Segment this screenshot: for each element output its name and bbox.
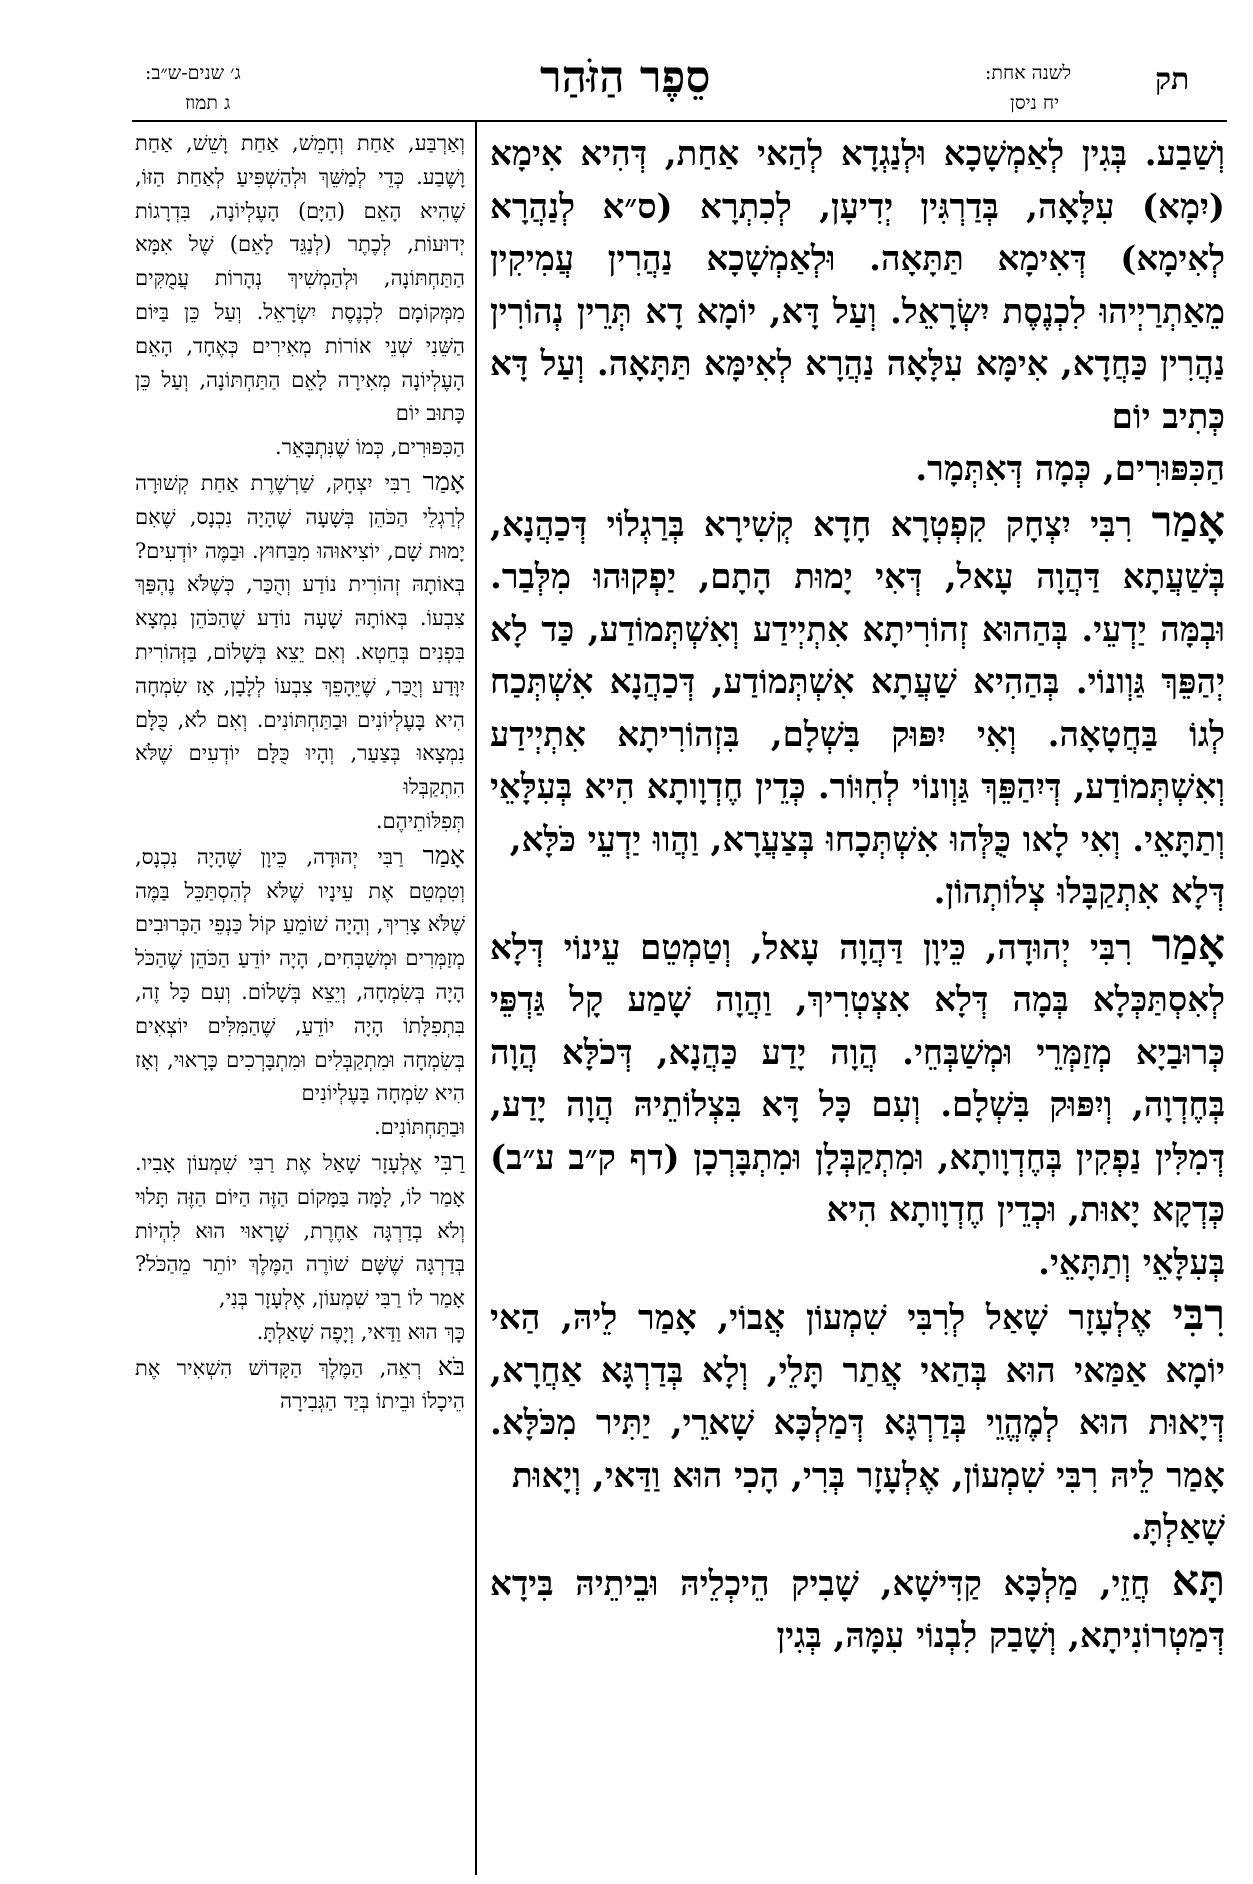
book-title: סֵפֶר הַזֹּהַר (540, 52, 711, 103)
header-right-bottom: יח ניסן (1010, 92, 1060, 114)
side-paragraph (135, 1350, 465, 1420)
main-paragraph (490, 125, 1225, 496)
paragraph-text: רַבִּי יְהוּדָה, כֵּיוָן שֶׁהָיָה נִכְנָס, וְטִמְטֵם אֶת עֵינָיו שֶׁלֹּא לְהִסְתַּכֵּל בַּמֶּה שֶׁלֹּא צָרִיךְ, וְהָיָה שׁוֹמֵעַ קוֹל כַּנְפֵי הַכְּרוּבִים מְזַמְּרִים וּמְשַׁבְּחִים, הָיָה יוֹדֵעַ הַכֹּהֵן שֶׁהַכֹּל הָיָה בְּשִׂמְחָה, וְיֵצֵא בְּשָׁלוֹם. וְעִם כָּל זֶה, בִּתְפִלָּתוֹ הָיָה יוֹדֵעַ, שֶׁהַמִּלִּים יוֹצְאִים בְּשִׂמְחָה וּמִתְקַבְּלִים וּמִתְבָּרְכִים כָּרָאוּי, וְאָז הִיא שִׂמְחָה בָּעֶלְיוֹנִים (135, 844, 465, 1106)
main-paragraph (490, 1555, 1225, 1663)
paragraph-last-line: הַכִּפּוּרִים, כְּמָה דְּאִתְּמָר. (915, 449, 1225, 489)
paragraph-last-line: כָּךְ הוּא וַדַּאי, וְיָפֶה שָׁאַלְתָּ. (256, 1319, 465, 1344)
main-paragraph (490, 1289, 1225, 1555)
paragraph-last-line: תְּפִלּוֹתֵיהֶם. (375, 808, 465, 833)
paragraph-text: חֲזֵי, מַלְכָּא קַדִּישָׁא, שָׁבִיק הֵיכְלֵיהּ וּבֵיתֵיהּ בִּידָא דְּמַטְרוֹנִיתָא, וְשָׁבַק לִבְנוֹי עִמָּהּ, בְּגִין (490, 1563, 1225, 1656)
paragraph-text: רִבִּי יְהוּדָה, כֵּיוָן דַּהֲוָה עָאל, וְטַמְטֵם עֵינוֹי דְּלָא לְאִסְתַּכְּלָא בְּמָה דְּלָא אִצְטְרִיךְ, וַהֲוָה שָׁמַע קָל גַּדְפֵּי כְּרוּבַיָא מְזַמְּרֵי וּמְשַׁבְּחֵי. הֲוָה יָדַע כַּהֲנָא, דְּכֹלָּא הֲוָה בְּחֶדְוָה, וְיִפּוּק בִּשְׁלָם. וְעִם כָּל דָּא בִּצְלוֹתֵיהּ הֲוָה יָדַע, דְּמִלִּין נַפְקִין בְּחֶדְוָותָא, וּמִתְקַבְּלָן וּמִתְבָּרְכָן (דף ק״ב ע״ב) כְּדְקָא יָאוּת, וּכְדֵין חֶדְוָותָא הִיא (490, 927, 1225, 1230)
paragraph-opener: רַבִּי (433, 1146, 465, 1176)
paragraph-last-line: הַכִּפּוּרִים, כְּמוֹ שֶׁנִּתְבָּאֵר. (275, 435, 465, 460)
paragraph-opener: אָמַר (422, 840, 465, 870)
side-paragraph (135, 465, 465, 839)
paragraph-text: רַבִּי יִצְחָק, שַׁרְשֶׁרֶת אַחַת קְשׁוּרָה לְרַגְלֵי הַכֹּהֵן בְּשָׁעָה שֶׁהָיָה נִכְנָס, שֶׁאִם יָמוּת שָׁם, יוֹצִיאוּהוּ מִבַּחוּץ. וּבַמֶּה יוֹדְעִים? בְּאוֹתָהּ זְהוֹרִית נוֹדַע וְהֻכַּר, כְּשֶׁלֹּא נֶהְפַּךְ צִבְעוֹ. בְּאוֹתָהּ שָׁעָה נוֹדַע שֶׁהַכֹּהֵן נִמְצָא בִּפְנִים בְּחֵטְא. וְאִם יֵצֵא בְּשָׁלוֹם, בַּזְּהוֹרִית יִוָּדַע וְיֻכַּר, שֶׁיֵּהָפֵךְ צִבְעוֹ לְלָבָן, אָז שִׂמְחָה הִיא בָּעֶלְיוֹנִים וּבַתַּחְתּוֹנִים. וְאִם לֹא, כֻּלָּם נִמְצָאוּ בְּצַעַר, וְהָיוּ כֻּלָּם יוֹדְעִים שֶׁלֹּא הִתְקַבְּלוּ (135, 470, 465, 800)
paragraph-text: רִבִּי יִצְחָק קִפְטְרָא חָדָא קְשִׁירָא בְּרַגְלוֹי דְּכַהֲנָא, בְּשַׁעֲתָא דַּהֲוָה עָאל, דְּאִי יָמוּת הָתָם, יַפְקוּהוּ מִלְּבַר. וּבְמָּה יַדְעֵי. בְּהַהוּא זְהוֹרִיתָא אִתְיְידַע וְאִשְׁתְּמוֹדַע, כַּד לָא יְהַפֵּךְ גַּוְונוֹי. בְּהַהִיא שַׁעֲתָא אִשְׁתְּמוֹדַע, דְּכַהֲנָא אִשְׁתְּכַח לְגוֹ בַּחֲטָאָה. וְאִי יִפּוּק בִּשְׁלָם, בִּזְהוֹרִיתָא אִתְיְידַע וְאִשְׁתְּמוֹדַע, דְּיִהַפֵּךְ גַּוְונוֹי לְחִוּוֹר. כְּדֵין חֶדְוָותָא הִיא בְּעִלָּאֵי וְתַתָּאֵי. וְאִי לָאו כֻּלְּהוּ אִשְׁתְּכָחוּ בְּצַעֲרָא, וַהֲווּ יַדְעֵי כֹּלָּא, (490, 504, 1225, 860)
paragraph-opener: אָמַר (422, 466, 465, 496)
paragraph-text: וְשַׁבַע. בְּגִין לְאַמְשָׁכָא וּלְנַגְדָא לְהַאי אַחַת, דְּהִיא אִימָא (יִמָא) עִלָּאָה, בְּדַרְגִּין יְדִיעָן, לְכִתְרָא (ס״א לְנַהֲרָא לְאִימָא) דְּאִימָא תַּתָּאָה. וּלְאַמְשָׁכָא נַהֲרִין עֲמִיקִין מֵאַתְרַיְיהוּ לִכְנֶסֶת יִשְׂרָאֵל. וְעַל דָּא, יוֹמָא דָא תְּרֵין נְהוֹרִין נַהֲרִין כַּחֲדָא, אִימָּא עִלָּאָה נַהֲרָא לְאִימָּא תַּתָּאָה. וְעַל דָּא כְּתִיב יוֹם (490, 134, 1225, 437)
paragraph-opener: אָמַר (1151, 919, 1225, 970)
side-column-hebrew (135, 125, 465, 1875)
side-paragraph (135, 839, 465, 1145)
page-number: תק (1155, 62, 1190, 97)
paragraph-opener: רִבִּי (1172, 1290, 1225, 1340)
side-paragraph (135, 1145, 465, 1350)
header-left-bottom: ג תמוז (185, 92, 231, 114)
paragraph-last-line: שָׁאַלְתָּ. (1130, 1508, 1225, 1548)
main-paragraph (490, 919, 1225, 1290)
paragraph-text: וְאַרְבַּע, אַחַת וְחָמֵשׁ, אַחַת וָשֵׁשׁ, אַחַת וָשֶׁבַע. כְּדֵי לְמַשֵּׁךְ וּלְהַשְׁפִּיעַ לְאַחַת הַזּוֹ, שֶׁהִיא הָאֵם (הַיָּם) הָעֶלְיוֹנָה, בִּדְרָגוֹת יְדוּעוֹת, לְכֶתֶר (לְנַגֵּד לָאֵם) שֶׁל אִמָּא הַתַּחְתּוֹנָה, וּלְהַמְשִׁיךְ נְהָרוֹת עֲמֻקִּים מִמְּקוֹמָם לִכְנֶסֶת יִשְׂרָאֵל. וְעַל כֵּן בַּיּוֹם הַשֵּׁנִי שְׁנֵי אוֹרוֹת מְאִירִים כְּאֶחָד, הָאֵם הָעֶלְיוֹנָה מְאִירָה לָאֵם הַתַּחְתּוֹנָה, וְעַל כֵּן כָּתוּב יוֹם (135, 131, 465, 426)
main-column-aramaic (490, 125, 1225, 1875)
paragraph-last-line: בְּעִלָּאֵי וְתַתָּאֵי. (1038, 1242, 1225, 1283)
side-paragraph (135, 125, 465, 465)
header-right-top: לשנה אחת: (985, 62, 1072, 84)
header-left-top: ג׳ שנים-ש״ב: (145, 62, 241, 84)
column-divider (475, 120, 477, 1875)
paragraph-opener: בֹּא (437, 1351, 465, 1381)
paragraph-opener: אָמַר (1151, 496, 1225, 547)
paragraph-last-line: וּבַתַּחְתּוֹנִים. (373, 1115, 465, 1140)
header-rule (132, 120, 1227, 122)
main-paragraph (490, 496, 1225, 919)
paragraph-text: אֶלְעָזָר שָׁאַל אֶת רַבִּי שִׁמְעוֹן אָבִיו. אָמַר לוֹ, לָמָּה בַּמָּקוֹם הַזֶּה הַיּוֹם הַזֶּה תָּלוּי וְלֹא בְדַרְגָּה אַחֶרֶת, שֶׁרָאוּי הוּא לִהְיוֹת בְּדַרְגָּה שֶׁשָּׁם שׁוֹרֶה הַמֶּלֶךְ יוֹתֵר מֵהַכֹּל? אָמַר לוֹ רַבִּי שִׁמְעוֹן, אֶלְעָזָר בְּנִי, (135, 1150, 465, 1311)
paragraph-last-line: דְּלָא אִתְקַבָּלוּ צְלוֹתְהוֹן. (933, 872, 1225, 912)
paragraph-text: אֶלְעָזָר שָׁאַל לְרִבִּי שִׁמְעוֹן אֲבוֹי, אָמַר לֵיהּ, הַאי יוֹמָא אַמַּאי הוּא בְּהַאי אֲתַר תָּלֵי, וְלָא בְּדַרְגָּא אַחֲרָא, דְּיָאוּת הוּא לְמֶהֱוֵי בְּדַרְגָּא דְּמַלְכָּא שָׁארֵי, יַתִּיר מִכֹּלָּא. אָמַר לֵיהּ רִבִּי שִׁמְעוֹן, אֶלְעָזָר בְּרִי, הָכִי הוּא וַדַּאי, וְיָאוּת (490, 1298, 1225, 1496)
paragraph-opener: תָּא (1171, 1555, 1225, 1606)
paragraph-text: רְאֵה, הַמֶּלֶךְ הַקָּדוֹשׁ הִשְׁאִיר אֶת הֵיכָלוֹ וּבֵיתוֹ בְּיַד הַגְּבִירָה (135, 1355, 465, 1414)
